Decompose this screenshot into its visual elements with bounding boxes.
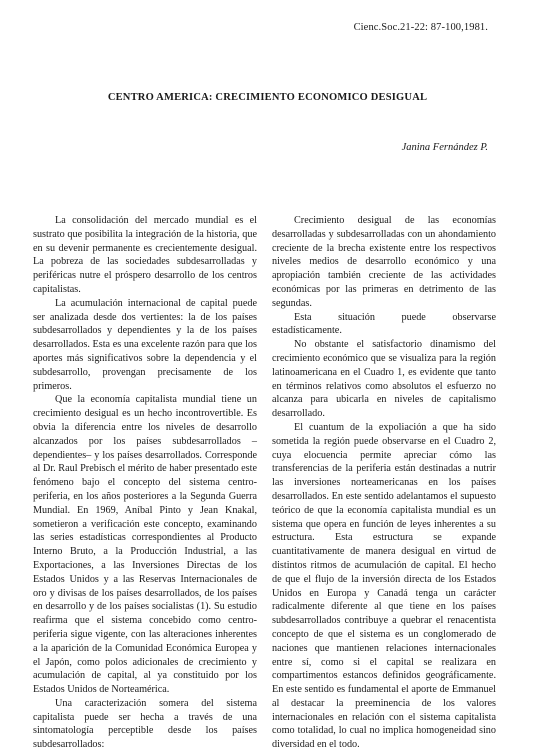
- article-title: CENTRO AMERICA: CRECIMIENTO ECONOMICO DESIGUAL: [107, 92, 428, 103]
- paragraph: Esta situación puede observarse estadísticamente.: [272, 311, 496, 337]
- paragraph: Que la economía capitalista mundial tiene un crecimiento desigual es un hecho incontrovertible. Es obvia la diferencia entre los niveles de desarrollo alcanzados por los países subdesarrollados –dependientes– y los países desarrollados. Corresponde al Dr. Raul Prebisch el mérito de haber presentado este fenómeno bajo el concepto del sistema centro-periferia, en los años posteriores a la Segunda Guerra Mundial. En 1969, Aníbal Pinto y Jean Knakal, sometieron a verificación este concepto, examinando las series estadísticas correspondientes al Producto Interno Bruto, a la Producción Industrial, a las Exportaciones, a las Inversiones Directas de los Estados Unidos y a las Reservas Internacionales de oro y divisas de los países desarrollados, de los países en desarrollo y de los países socialistas (1). Su estudio reafirma que el sistema concebido como centro-periferia sigue vigente, con las alteraciones inherentes a la aparición de la Comunidad Económica Europea y el Japón, como polos adicionales de crecimiento y acumulación de capital, al ya constituido por los Estados Unidos de Norteamérica.: [33, 394, 257, 696]
- paragraph: La acumulación internacional de capital puede ser analizada desde dos vertientes: la de los países subdesarrollados y dependientes y la de los países desarrollados. Esta es una excelente razón para que los aportes más significativos sobre la dependencia y el subdesarrollo, provengan precisamente de los primeros.: [33, 297, 257, 392]
- paragraph: No obstante el satisfactorio dinamismo del crecimiento económico que se visualiza para la región latinoamericana en el Cuadro 1, es evidente que tanto en términos relativos como absolutos el esfuerzo no alcanza para ubicarla en niveles de capitalismo desarrollado.: [272, 339, 496, 420]
- journal-citation: Cienc.Soc.21-22: 87-100,1981.: [353, 22, 488, 33]
- right-column: [272, 214, 496, 752]
- author-name: Janina Fernández P.: [401, 142, 488, 153]
- paragraph: Crecimiento desigual de las economías desarrolladas y subdesarrolladas con un ahondamiento creciente de la brecha existente entre los respectivos niveles medios de desarrollo económico y una apropiación también creciente de las actividades económicas por las primeras en detrimento de las segundas.: [272, 215, 496, 309]
- paragraph: El cuantum de la expoliación a que ha sido sometida la región puede observarse en el Cuadro 2, cuya elocuencia permite apreciar cómo las transferencias de la periferia están destinadas a nutrir las inversiones norteamericanas en los países desarrollados. En este sentido adelantamos el supuesto teórico de que la economía capitalista mundial es un sistema que opera en función de leyes inherentes a su estructura. Esta estructura se expande cuantitativamente de manera desigual en virtud de distintos ritmos de acumulación de capital. El hecho de que el flujo de la inversión directa de los Estados Unidos en Europa y Canadá tenga un carácter radicalmente diferente al que tiene en los países subdesarrollados contribuye a quebrar el renacentista concepto de que el sistema es un conglomerado de naciones que mantienen relaciones internacionales entre sí, como si el capital se realizara en compartimentos estancos definidos geográficamente. En este sentido es fundamental el aporte de Emmanuel al destacar la preeminencia de los valores internacionales en relación con el sistema capitalista como totalidad, lo cual no implica homogeneidad sino diversidad en el todo.: [272, 421, 496, 751]
- left-column: [33, 214, 257, 752]
- paragraph: La consolidación del mercado mundial es el sustrato que posibilita la integración de la historia, que en su devenir permanente es crecientemente desigual. La pobreza de las sociedades subdesarrolladas y periféricas nutre el próspero desarrollo de los centros capitalistas.: [33, 215, 257, 295]
- paragraph: Una caracterización somera del sistema capitalista puede ser hecha a través de una sintomatología perceptible desde los países subdesarrollados:: [33, 697, 257, 751]
